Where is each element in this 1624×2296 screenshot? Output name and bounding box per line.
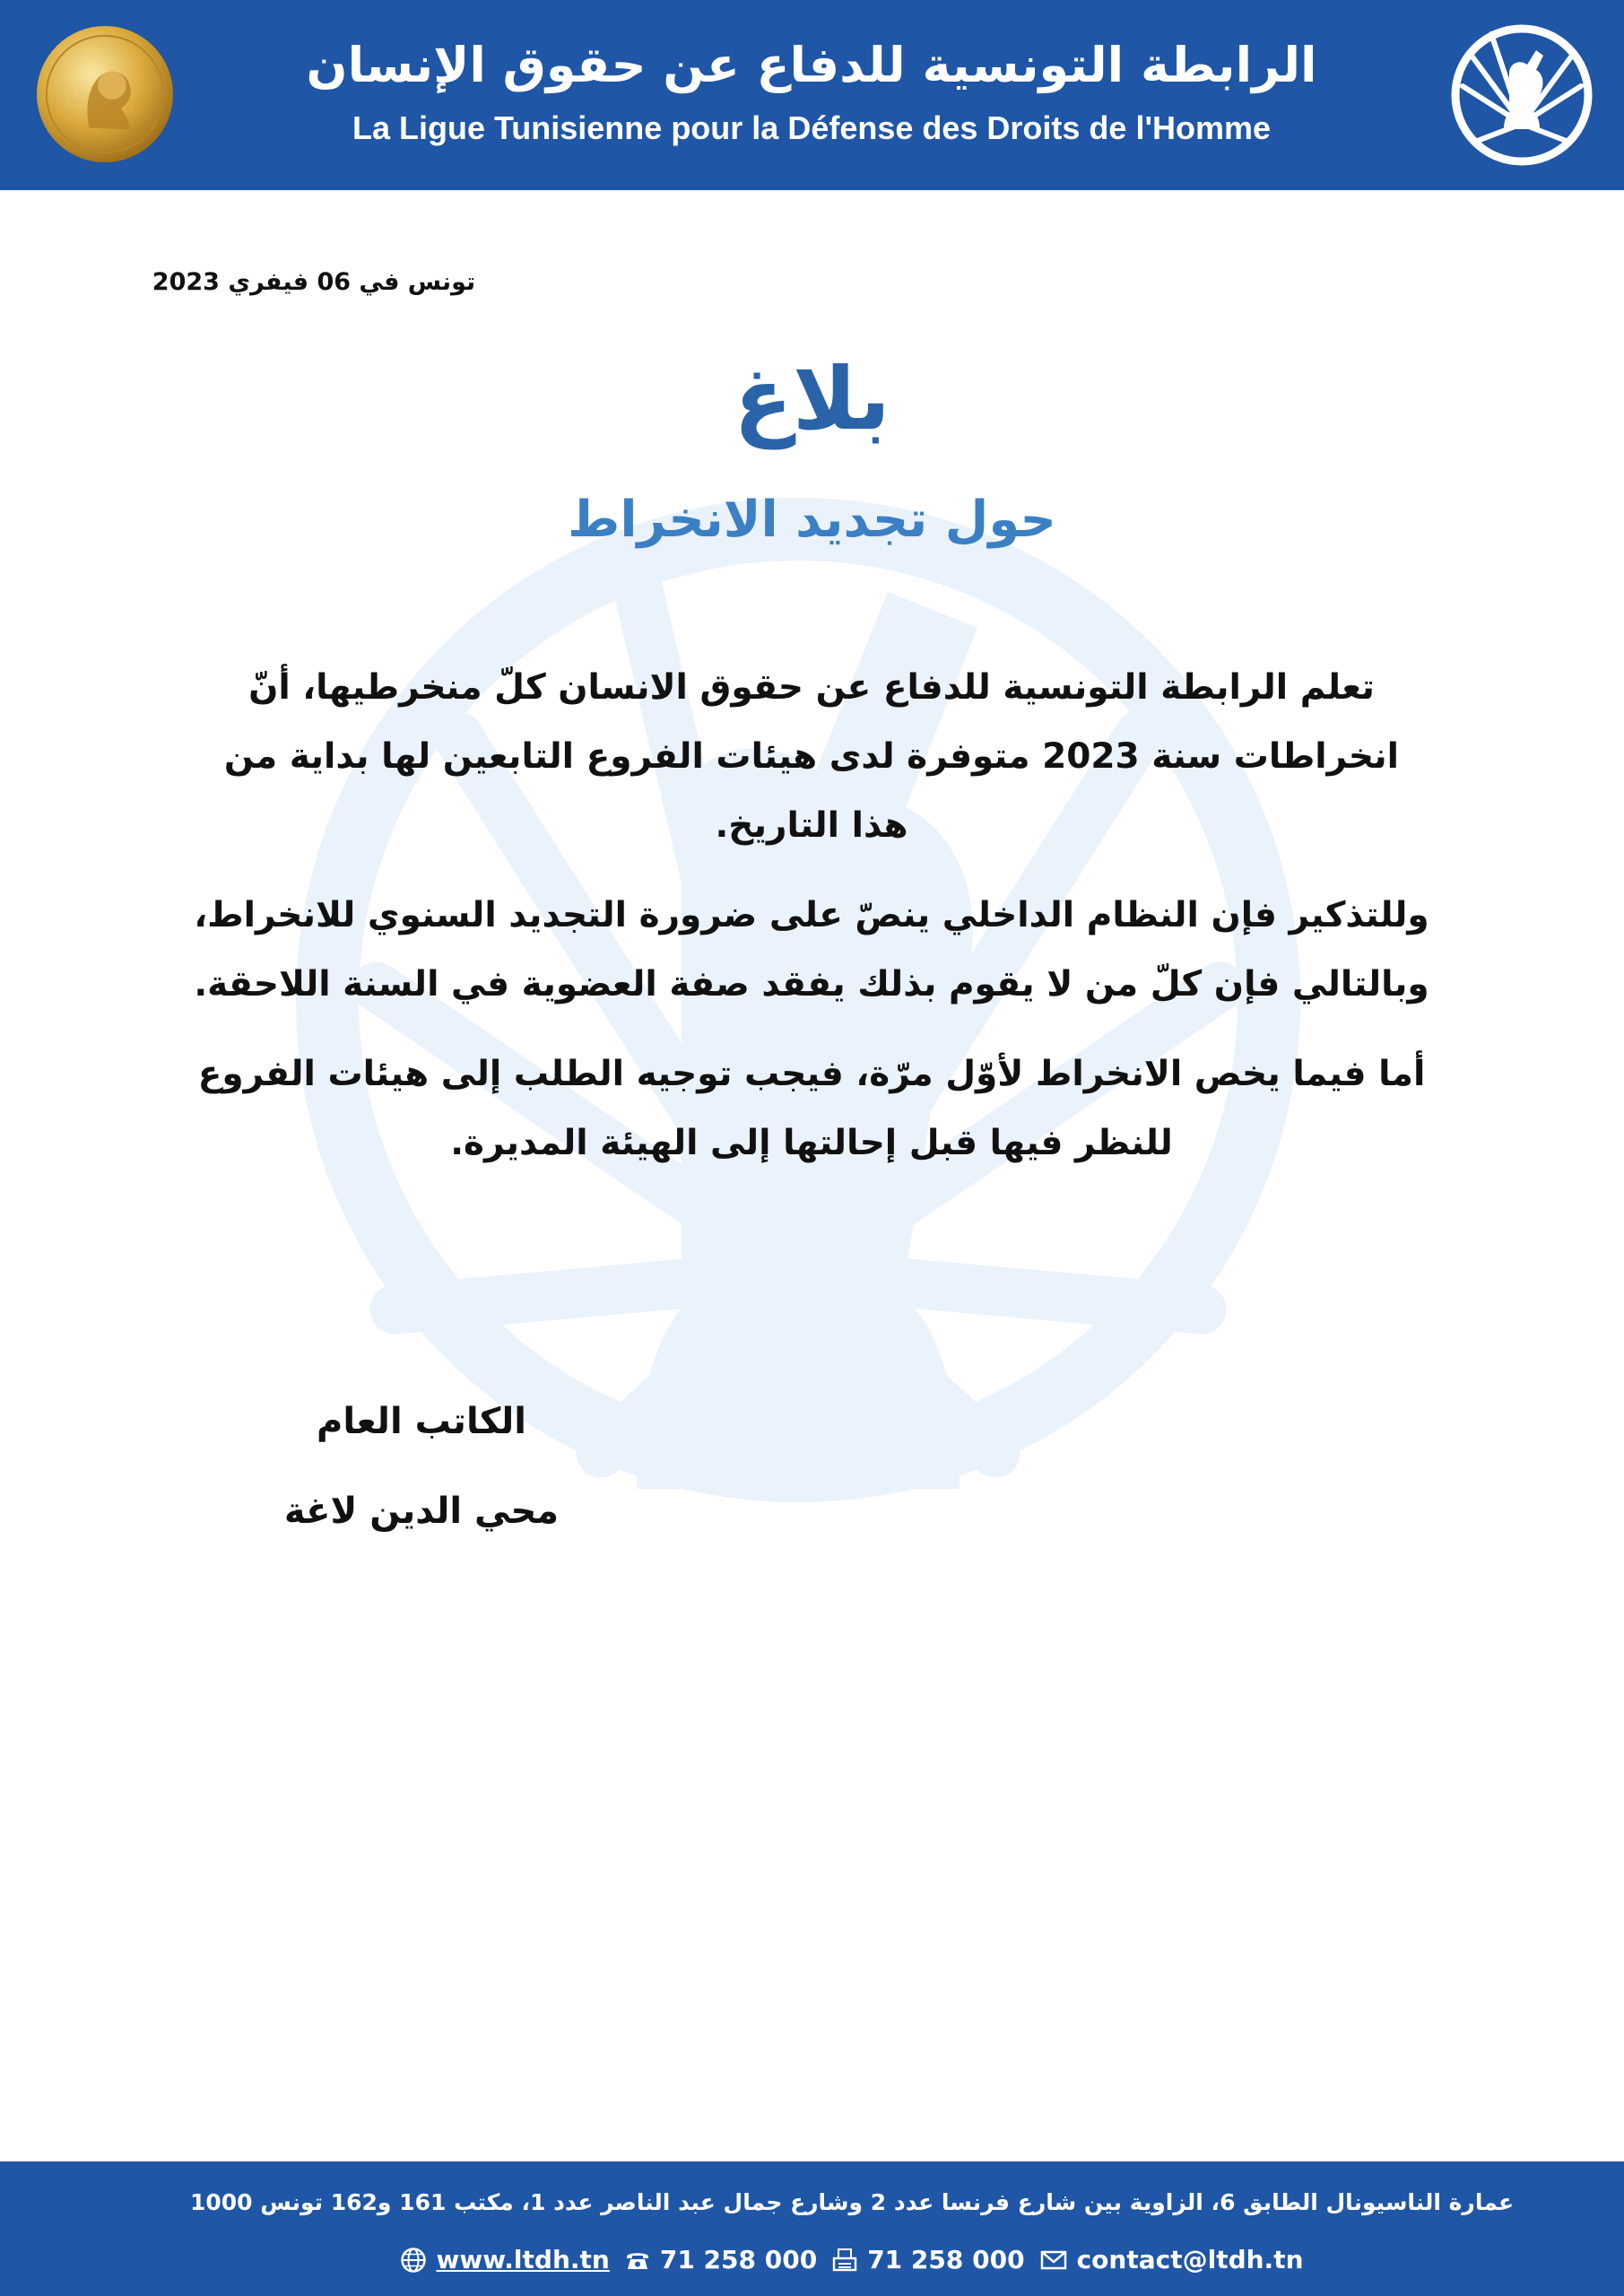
document-date: تونس في 06 فيفري 2023	[152, 268, 476, 296]
paragraph-3: أما فيما يخص الانخراط لأوّل مرّة، فيجب توجيه الطلب إلى هيئات الفروع للنظر فيها قبل إحالتها إلى الهيئة المديرة.	[197, 1054, 1426, 1163]
phone-number: 71 258 000	[659, 2245, 818, 2274]
email-contact[interactable]	[1039, 2235, 1304, 2285]
ltdh-logo-icon	[1450, 23, 1594, 167]
phone-contact	[624, 2235, 817, 2285]
signature-name: محي الدين لاغة	[283, 1491, 560, 1532]
announcement-body	[193, 653, 1430, 1198]
header-banner	[0, 0, 1624, 190]
paragraph-1: تعلم الرابطة التونسية للدفاع عن حقوق الانسان كلّ منخرطيها، أنّ انخراطات سنة 2023 متوفرة لدى هيئات الفروع التابعين لها بداية من هذا التاريخ.	[223, 667, 1400, 846]
footer-address: عمارة الناسيونال الطابق 6، الزاوية بين شارع فرنسا عدد 2 وشارع جمال عبد الناصر عدد 1، مكتب 161 و162 تونس 1000	[189, 2189, 1515, 2215]
website-link[interactable]: www.ltdh.tn	[436, 2245, 610, 2274]
nobel-medal-icon	[34, 23, 176, 165]
envelope-icon	[1039, 2247, 1068, 2274]
globe-icon	[400, 2247, 427, 2274]
fax-number: 71 258 000	[867, 2245, 1025, 2274]
fax-icon	[831, 2247, 858, 2274]
phone-icon	[624, 2247, 651, 2274]
signature-role: الكاتب العام	[317, 1401, 526, 1442]
footer-banner	[0, 2161, 1624, 2296]
email-address[interactable]: contact@ltdh.tn	[1076, 2245, 1304, 2274]
document-subtitle: حول تجديد الانخراط	[568, 491, 1056, 549]
org-name-french: La Ligue Tunisienne pour la Défense des Droits de l'Homme	[352, 109, 1272, 146]
document-title: بلاغ	[734, 349, 890, 449]
paragraph-2: وللتذكير فإن النظام الداخلي ينصّ على ضرورة التجديد السنوي للانخراط، وبالتالي فإن كلّ من لا يقوم بذلك يفقد صفة العضوية في السنة اللاحقة.	[194, 895, 1429, 1004]
org-name-arabic: الرابطة التونسية للدفاع عن حقوق الإنسان	[306, 37, 1317, 93]
fax-contact	[831, 2235, 1024, 2285]
website-contact[interactable]	[400, 2235, 609, 2285]
footer-contacts	[179, 2235, 1524, 2285]
